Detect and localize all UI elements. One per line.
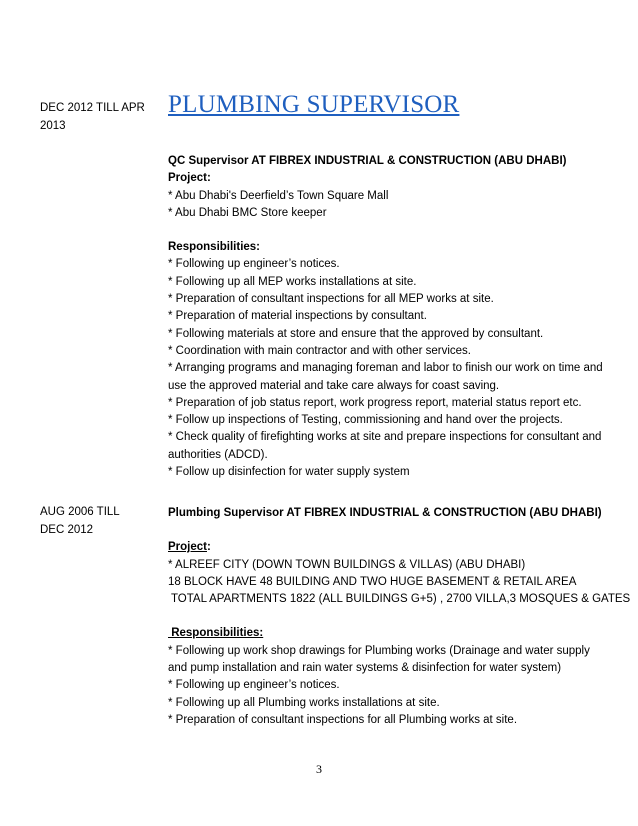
job1-resp-item: * Preparation of material inspections by consultant. (168, 310, 427, 323)
job1-resp-item: * Following up all MEP works installations at site. (168, 275, 417, 288)
job1-project-item: * Abu Dhabi BMC Store keeper (168, 206, 327, 219)
page-number: 3 (316, 762, 322, 776)
job1-title: PLUMBING SUPERVISOR (168, 91, 460, 118)
job2-resp-label: Responsibilities: (168, 627, 264, 640)
job2-project-label-line (168, 539, 608, 556)
job1-resp-item: * Check quality of firefighting works at site and prepare inspections for consultant and authorities (ADCD). (168, 431, 602, 461)
job1-resp-item: * Preparation of consultant inspections for all MEP works at site. (168, 293, 494, 306)
job2-date: AUG 2006 TILL DEC 2012 (40, 506, 120, 536)
job2-resp-item: * Following up all Plumbing works installations at site. (168, 696, 440, 709)
job1-resp-label: Responsibilities: (168, 241, 261, 254)
job1-resp-item: * Coordination with main contractor and with other services. (168, 344, 471, 357)
job2-project-colon: : (207, 541, 211, 554)
job1-resp-item: * Preparation of job status report, work progress report, material status report etc. (168, 396, 582, 409)
job1-date: DEC 2012 TILL APR 2013 (40, 102, 145, 132)
job1-resp-item: * Follow up disinfection for water supply system (168, 466, 410, 479)
job2-resp-item: * Preparation of consultant inspections for all Plumbing works at site. (168, 713, 518, 726)
job1-project-item: * Abu Dhabi's Deerfield’s Town Square Mall (168, 189, 389, 202)
job2-project-line: * ALREEF CITY (DOWN TOWN BUILDINGS & VILLAS) (ABU DHABI) (168, 558, 526, 571)
job2-project-line: TOTAL APARTMENTS 1822 (ALL BUILDINGS G+5) , 2700 VILLA,3 MOSQUES & GATES (168, 593, 631, 606)
job1-resp-item: * Following materials at store and ensure that the approved by consultant. (168, 327, 544, 340)
job2-resp-item: * Following up work shop drawings for Plumbing works (Drainage and water supply and pump installation and rain water systems & disinfection for water system) (168, 644, 590, 675)
job2-resp-item: * Following up engineer’s notices. (168, 679, 340, 692)
job1-heading: QC Supervisor AT FIBREX INDUSTRIAL & CONSTRUCTION (ABU DHABI) (168, 155, 567, 167)
job2-heading: Plumbing Supervisor AT FIBREX INDUSTRIAL & CONSTRUCTION (ABU DHABI) (168, 507, 602, 519)
job2-project-label: Project (168, 541, 207, 554)
job1-resp-item: * Following up engineer’s notices. (168, 258, 340, 271)
job1-resp-item: * Arranging programs and managing foreman and labor to finish our work on time and use the approved material and take care always for coast saving. (168, 362, 603, 392)
job2-section (168, 505, 631, 729)
job2-resp-label-line (168, 625, 608, 642)
job1-project-label: Project: (168, 172, 211, 185)
job1-resp-item: * Follow up inspections of Testing, commissioning and hand over the projects. (168, 414, 563, 427)
job1-section (168, 153, 608, 481)
job2-project-line: 18 BLOCK HAVE 48 BUILDING AND TWO HUGE BASEMENT & RETAIL AREA (168, 575, 577, 588)
